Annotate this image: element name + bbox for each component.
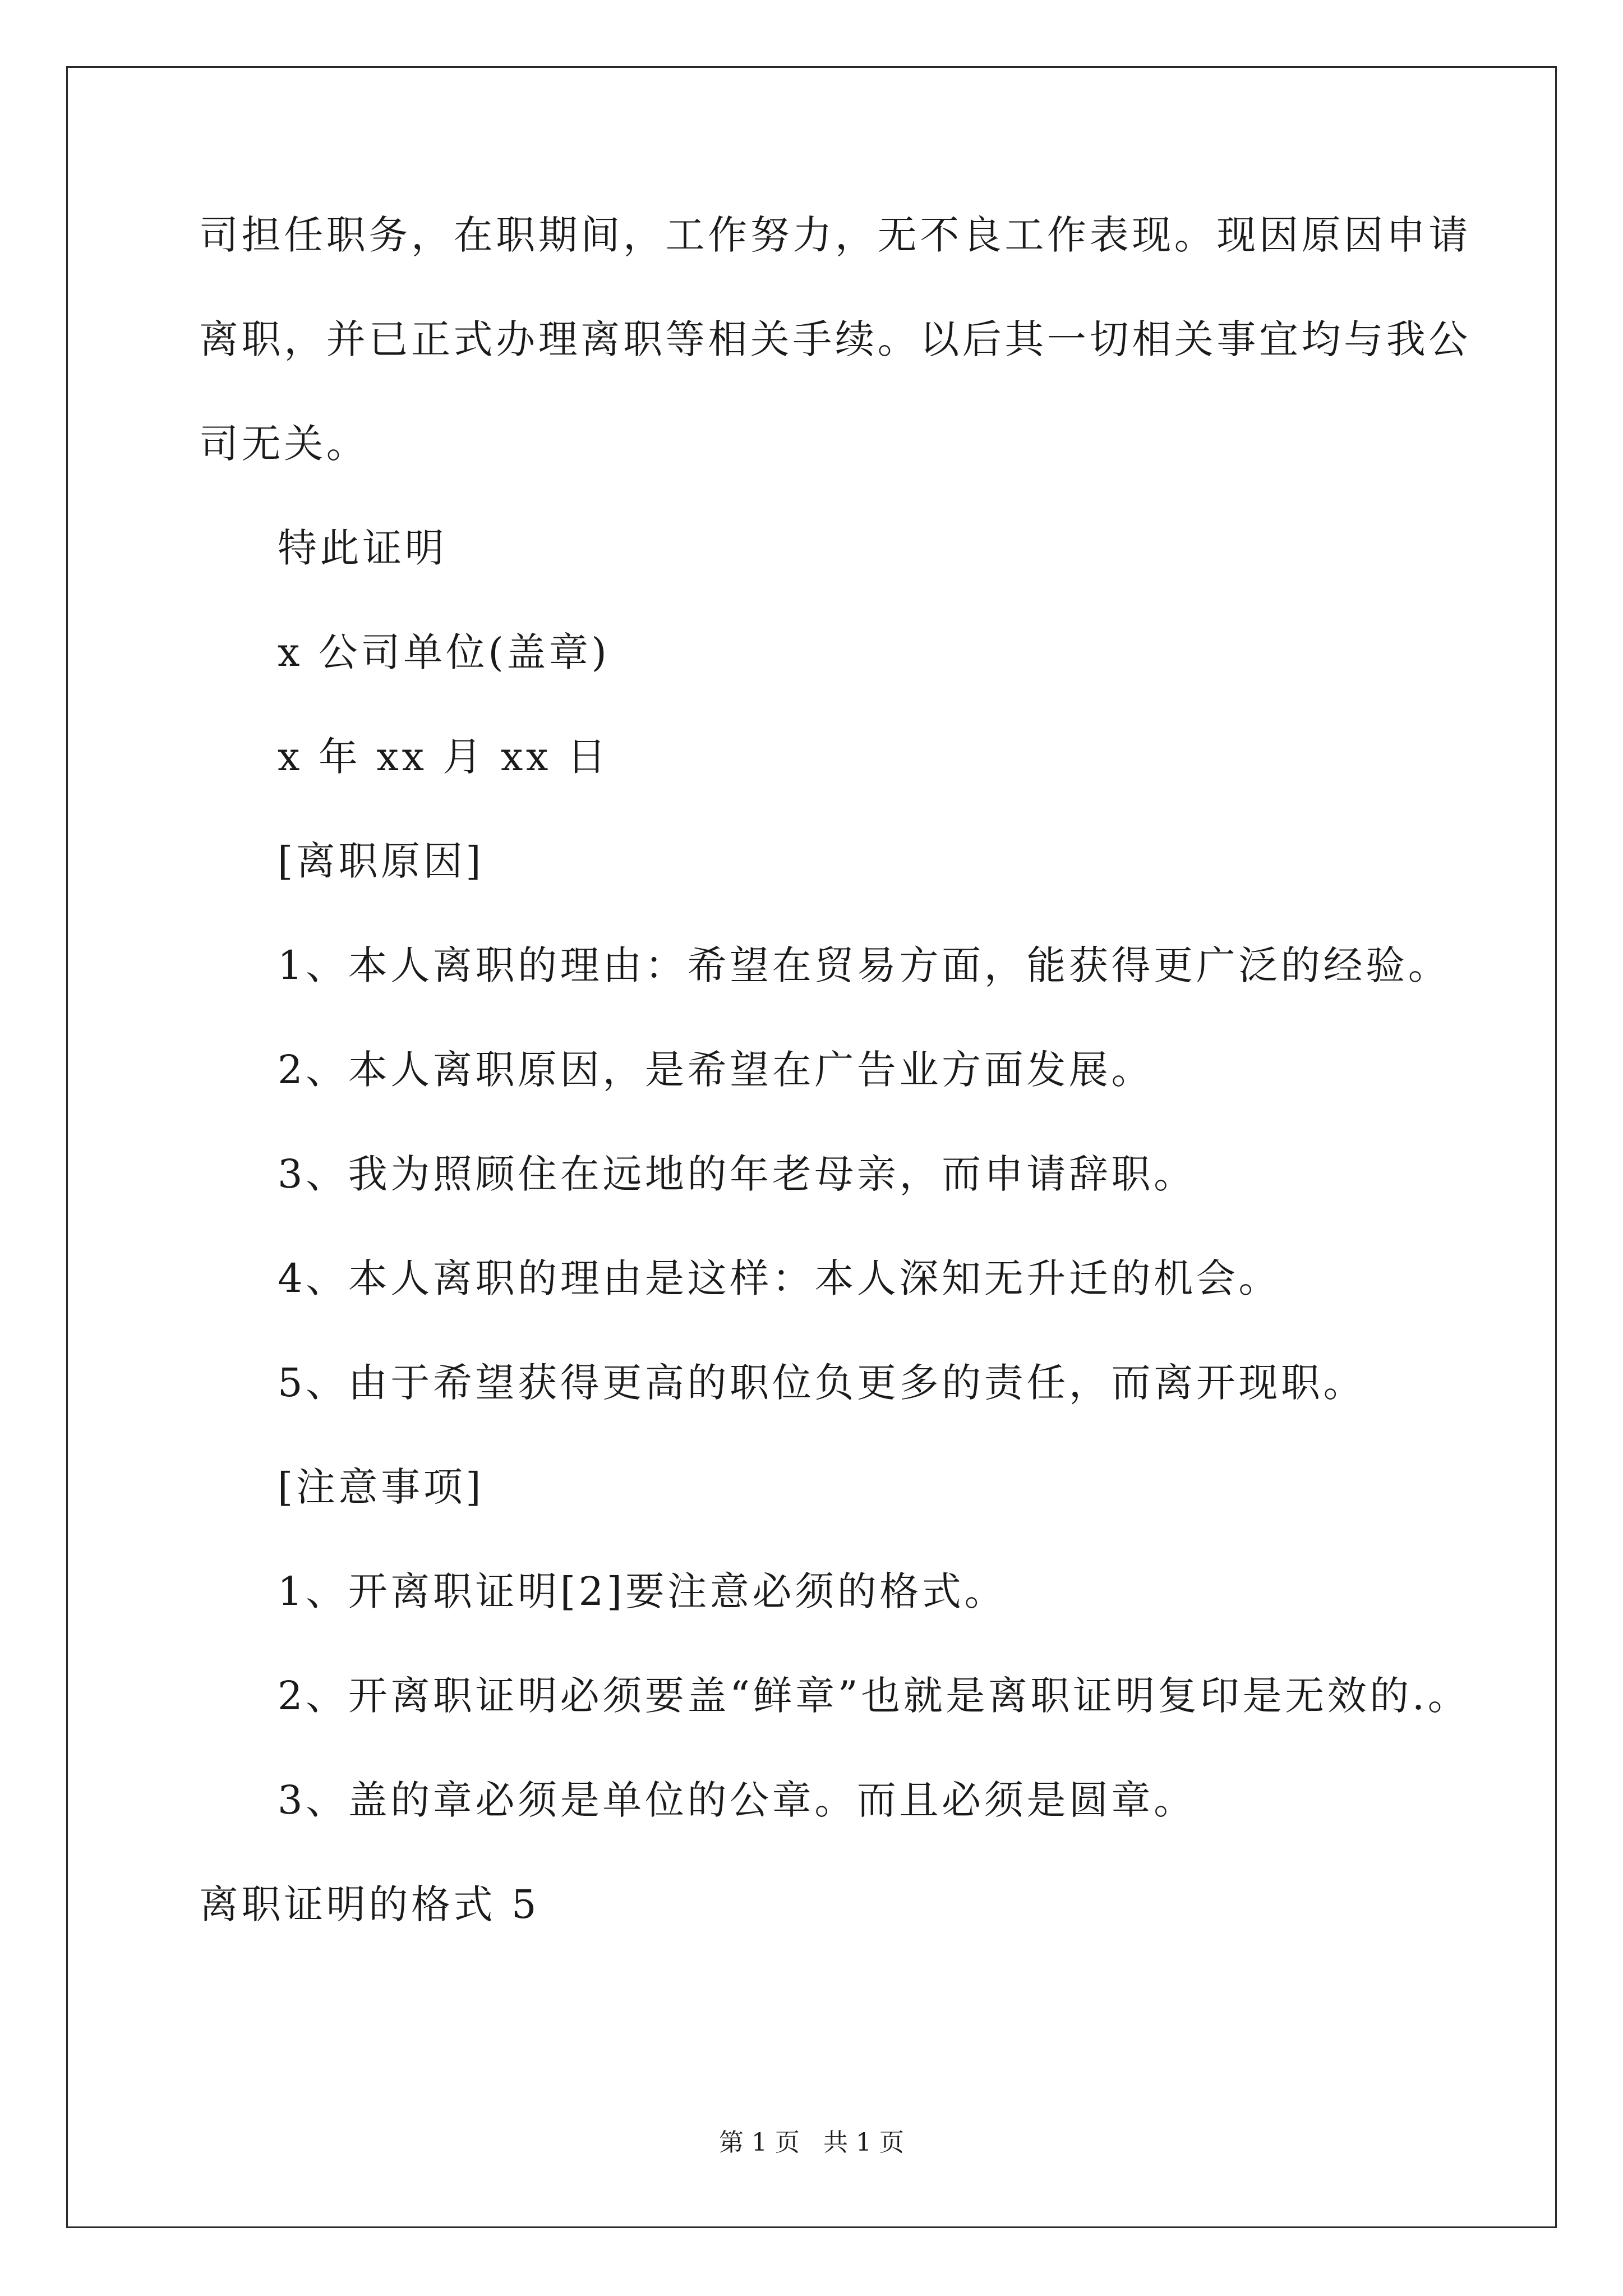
page-number: 第 1 页: [719, 2128, 800, 2157]
date-line: x 年 xx 月 xx 日: [278, 734, 610, 780]
section-heading-reasons: [离职原因]: [278, 838, 485, 884]
section-heading-notes: [注意事项]: [278, 1464, 485, 1510]
paragraph-line: 离职，并已正式办理离职等相关手续。以后其一切相关事宜均与我公: [199, 316, 1471, 362]
page-footer: [0, 2129, 1623, 2157]
note-item: 1、开离职证明[2]要注意必须的格式。: [278, 1568, 1007, 1614]
reason-item: 2、本人离职原因，是希望在广告业方面发展。: [278, 1047, 1154, 1093]
reason-item: 1、本人离职的理由：希望在贸易方面，能获得更广泛的经验。: [278, 942, 1451, 988]
section-title: 离职证明的格式 5: [199, 1881, 540, 1927]
note-item: 2、开离职证明必须要盖“鲜章”也就是离职证明复印是无效的.。: [278, 1673, 1470, 1719]
reason-item: 3、我为照顾住在远地的年老母亲，而申请辞职。: [278, 1151, 1196, 1197]
paragraph-line: 司担任职务，在职期间，工作努力，无不良工作表现。现因原因申请: [199, 212, 1471, 258]
page-total: 共 1 页: [823, 2128, 904, 2157]
company-seal-line: x 公司单位(盖章): [278, 629, 610, 675]
note-item: 3、盖的章必须是单位的公章。而且必须是圆章。: [278, 1777, 1196, 1823]
reason-item: 5、由于希望获得更高的职位负更多的责任，而离开现职。: [278, 1360, 1366, 1406]
certification-statement: 特此证明: [278, 525, 448, 571]
paragraph-line: 司无关。: [199, 421, 369, 467]
reason-item: 4、本人离职的理由是这样：本人深知无升迁的机会。: [278, 1255, 1281, 1301]
